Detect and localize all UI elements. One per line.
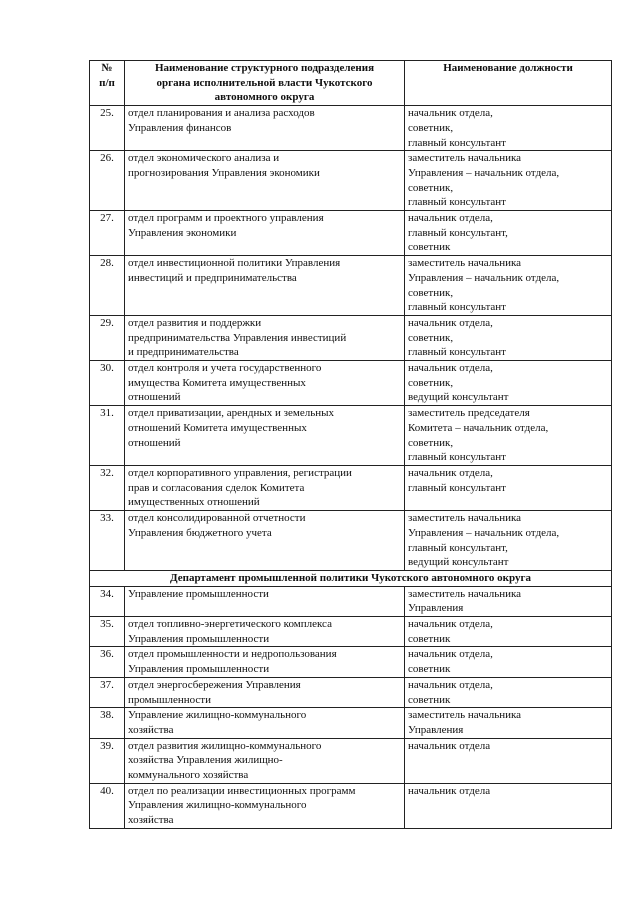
header-number-line: п/п bbox=[99, 76, 115, 89]
table-row bbox=[90, 151, 612, 211]
position-line: советник, bbox=[408, 181, 454, 194]
position-line: заместитель начальника bbox=[408, 257, 522, 270]
table-row bbox=[90, 211, 612, 256]
position-line: советник, bbox=[408, 331, 454, 344]
unit-name-line: отдел консолидированной отчетности bbox=[128, 512, 306, 525]
unit-name-line: имущества Комитета имущественных bbox=[128, 376, 306, 389]
position-line: главный консультант bbox=[408, 301, 506, 314]
position-cell bbox=[405, 708, 612, 738]
unit-name-cell bbox=[125, 617, 405, 647]
unit-name-line: хозяйства bbox=[128, 723, 174, 736]
position-line: главный консультант bbox=[408, 136, 506, 149]
header-unit-line: автономного округа bbox=[214, 91, 315, 104]
position-line: начальник отдела, bbox=[408, 107, 493, 120]
position-line: главный консультант bbox=[408, 346, 506, 359]
table-row bbox=[90, 586, 612, 616]
position-line: заместитель председателя bbox=[408, 407, 530, 420]
table-row bbox=[90, 677, 612, 707]
unit-name-line: хозяйства Управления жилищно- bbox=[128, 754, 283, 767]
position-line: главный консультант, bbox=[408, 541, 508, 554]
position-cell bbox=[405, 211, 612, 256]
position-cell bbox=[405, 315, 612, 360]
unit-name-line: отдел энергосбережения Управления bbox=[128, 678, 301, 691]
unit-name-cell bbox=[125, 738, 405, 783]
unit-name-line: Управления экономики bbox=[128, 226, 237, 239]
position-line: начальник отдела bbox=[408, 784, 491, 797]
header-position-line: Наименование должности bbox=[443, 62, 573, 74]
row-number: 39. bbox=[90, 738, 125, 783]
unit-name-line: Управление промышленности bbox=[128, 587, 269, 600]
unit-name-line: отдел инвестиционной политики Управления bbox=[128, 257, 341, 270]
unit-name-line: Управления финансов bbox=[128, 121, 232, 134]
position-line: ведущий консультант bbox=[408, 391, 509, 404]
unit-name-line: отдел программ и проектного управления bbox=[128, 212, 324, 225]
unit-name-line: Управления жилищно-коммунального bbox=[128, 799, 307, 812]
unit-name-line: Управления промышленности bbox=[128, 663, 270, 676]
row-number: 29. bbox=[90, 315, 125, 360]
unit-name-line: отношений bbox=[128, 436, 181, 449]
position-line: главный консультант bbox=[408, 481, 506, 494]
unit-name-cell bbox=[125, 511, 405, 571]
position-cell bbox=[405, 106, 612, 151]
position-cell bbox=[405, 677, 612, 707]
table-row bbox=[90, 511, 612, 571]
table-row bbox=[90, 617, 612, 647]
unit-name-line: и предпринимательства bbox=[128, 346, 239, 359]
position-cell bbox=[405, 151, 612, 211]
position-line: заместитель начальника bbox=[408, 152, 522, 165]
position-line: советник bbox=[408, 241, 451, 254]
unit-name-cell bbox=[125, 586, 405, 616]
unit-name-line: хозяйства bbox=[128, 814, 174, 827]
table-row bbox=[90, 256, 612, 316]
table-row bbox=[90, 738, 612, 783]
unit-name-line: Управления промышленности bbox=[128, 632, 270, 645]
position-line: советник, bbox=[408, 286, 454, 299]
table-row bbox=[90, 106, 612, 151]
unit-name-cell bbox=[125, 677, 405, 707]
position-line: заместитель начальника bbox=[408, 587, 522, 600]
position-line: начальник отдела, bbox=[408, 362, 493, 375]
position-cell bbox=[405, 465, 612, 510]
row-number: 35. bbox=[90, 617, 125, 647]
table-row bbox=[90, 361, 612, 406]
unit-name-cell bbox=[125, 783, 405, 828]
header-unit bbox=[125, 61, 405, 106]
unit-name-line: Управление жилищно-коммунального bbox=[128, 709, 307, 722]
unit-name-line: прогнозирования Управления экономики bbox=[128, 166, 320, 179]
position-line: Управления bbox=[408, 602, 464, 615]
unit-name-line: отдел топливно-энергетического комплекса bbox=[128, 618, 332, 631]
unit-name-line: отдел приватизации, арендных и земельных bbox=[128, 407, 335, 420]
unit-name-line: отдел планирования и анализа расходов bbox=[128, 107, 315, 120]
unit-name-cell bbox=[125, 708, 405, 738]
header-number-line: № bbox=[101, 62, 113, 74]
table-row bbox=[90, 783, 612, 828]
position-line: начальник отдела, bbox=[408, 678, 493, 691]
table-header-row bbox=[90, 61, 612, 106]
position-line: советник, bbox=[408, 376, 454, 389]
position-line: Управления – начальник отдела, bbox=[408, 166, 560, 179]
row-number: 38. bbox=[90, 708, 125, 738]
unit-name-line: отдел развития жилищно-коммунального bbox=[128, 739, 322, 752]
position-line: советник, bbox=[408, 121, 454, 134]
position-line: начальник отдела, bbox=[408, 618, 493, 631]
position-line: советник, bbox=[408, 436, 454, 449]
position-line: начальник отдела, bbox=[408, 466, 493, 479]
position-line: советник bbox=[408, 663, 451, 676]
row-number: 25. bbox=[90, 106, 125, 151]
position-line: советник bbox=[408, 693, 451, 706]
unit-name-line: отношений bbox=[128, 391, 181, 404]
table-row bbox=[90, 315, 612, 360]
position-line: Комитета – начальник отдела, bbox=[408, 421, 549, 434]
position-line: главный консультант bbox=[408, 196, 506, 209]
table-row bbox=[90, 708, 612, 738]
unit-name-line: отдел экономического анализа и bbox=[128, 152, 280, 165]
position-line: заместитель начальника bbox=[408, 709, 522, 722]
row-number: 33. bbox=[90, 511, 125, 571]
position-line: начальник отдела, bbox=[408, 212, 493, 225]
unit-name-line: промышленности bbox=[128, 693, 211, 706]
unit-name-line: Управления бюджетного учета bbox=[128, 526, 272, 539]
unit-name-cell bbox=[125, 106, 405, 151]
unit-name-line: отдел контроля и учета государственного bbox=[128, 362, 322, 375]
row-number: 34. bbox=[90, 586, 125, 616]
row-number: 28. bbox=[90, 256, 125, 316]
department-title: Департамент промышленной политики Чукотского автономного округа bbox=[90, 570, 612, 586]
position-line: Управления – начальник отдела, bbox=[408, 526, 560, 539]
row-number: 37. bbox=[90, 677, 125, 707]
positions-table bbox=[89, 60, 612, 829]
row-number: 36. bbox=[90, 647, 125, 677]
unit-name-cell bbox=[125, 211, 405, 256]
position-line: заместитель начальника bbox=[408, 512, 522, 525]
unit-name-line: инвестиций и предпринимательства bbox=[128, 271, 297, 284]
table-row bbox=[90, 647, 612, 677]
row-number: 30. bbox=[90, 361, 125, 406]
header-unit-line: органа исполнительной власти Чукотского bbox=[156, 76, 373, 89]
position-cell bbox=[405, 256, 612, 316]
position-line: начальник отдела, bbox=[408, 316, 493, 329]
unit-name-line: имущественных отношений bbox=[128, 496, 260, 509]
row-number: 27. bbox=[90, 211, 125, 256]
unit-name-cell bbox=[125, 315, 405, 360]
unit-name-cell bbox=[125, 647, 405, 677]
table-body bbox=[90, 106, 612, 829]
position-cell bbox=[405, 586, 612, 616]
position-line: ведущий консультант bbox=[408, 556, 509, 569]
position-line: начальник отдела, bbox=[408, 648, 493, 661]
row-number: 31. bbox=[90, 406, 125, 466]
position-line: советник bbox=[408, 632, 451, 645]
unit-name-line: отношений Комитета имущественных bbox=[128, 421, 307, 434]
unit-name-cell bbox=[125, 256, 405, 316]
position-line: главный консультант, bbox=[408, 226, 508, 239]
unit-name-line: предпринимательства Управления инвестиций bbox=[128, 331, 347, 344]
position-cell bbox=[405, 647, 612, 677]
position-cell bbox=[405, 361, 612, 406]
unit-name-line: отдел промышленности и недропользования bbox=[128, 648, 337, 661]
unit-name-cell bbox=[125, 406, 405, 466]
unit-name-line: прав и согласования сделок Комитета bbox=[128, 481, 305, 494]
position-line: Управления bbox=[408, 723, 464, 736]
position-cell bbox=[405, 738, 612, 783]
header-number bbox=[90, 61, 125, 106]
unit-name-cell bbox=[125, 361, 405, 406]
position-cell bbox=[405, 406, 612, 466]
unit-name-line: отдел по реализации инвестиционных программ bbox=[128, 784, 356, 797]
position-line: начальник отдела bbox=[408, 739, 491, 752]
table-row bbox=[90, 406, 612, 466]
position-line: Управления – начальник отдела, bbox=[408, 271, 560, 284]
position-line: главный консультант bbox=[408, 451, 506, 464]
row-number: 32. bbox=[90, 465, 125, 510]
position-cell bbox=[405, 783, 612, 828]
header-unit-line: Наименование структурного подразделения bbox=[154, 62, 375, 74]
unit-name-cell bbox=[125, 151, 405, 211]
table-row bbox=[90, 465, 612, 510]
department-row bbox=[90, 570, 612, 586]
unit-name-cell bbox=[125, 465, 405, 510]
row-number: 26. bbox=[90, 151, 125, 211]
header-position bbox=[405, 61, 612, 106]
position-cell bbox=[405, 511, 612, 571]
position-cell bbox=[405, 617, 612, 647]
unit-name-line: отдел развития и поддержки bbox=[128, 316, 262, 329]
unit-name-line: коммунального хозяйства bbox=[128, 769, 249, 782]
row-number: 40. bbox=[90, 783, 125, 828]
unit-name-line: отдел корпоративного управления, регистрации bbox=[128, 466, 352, 479]
